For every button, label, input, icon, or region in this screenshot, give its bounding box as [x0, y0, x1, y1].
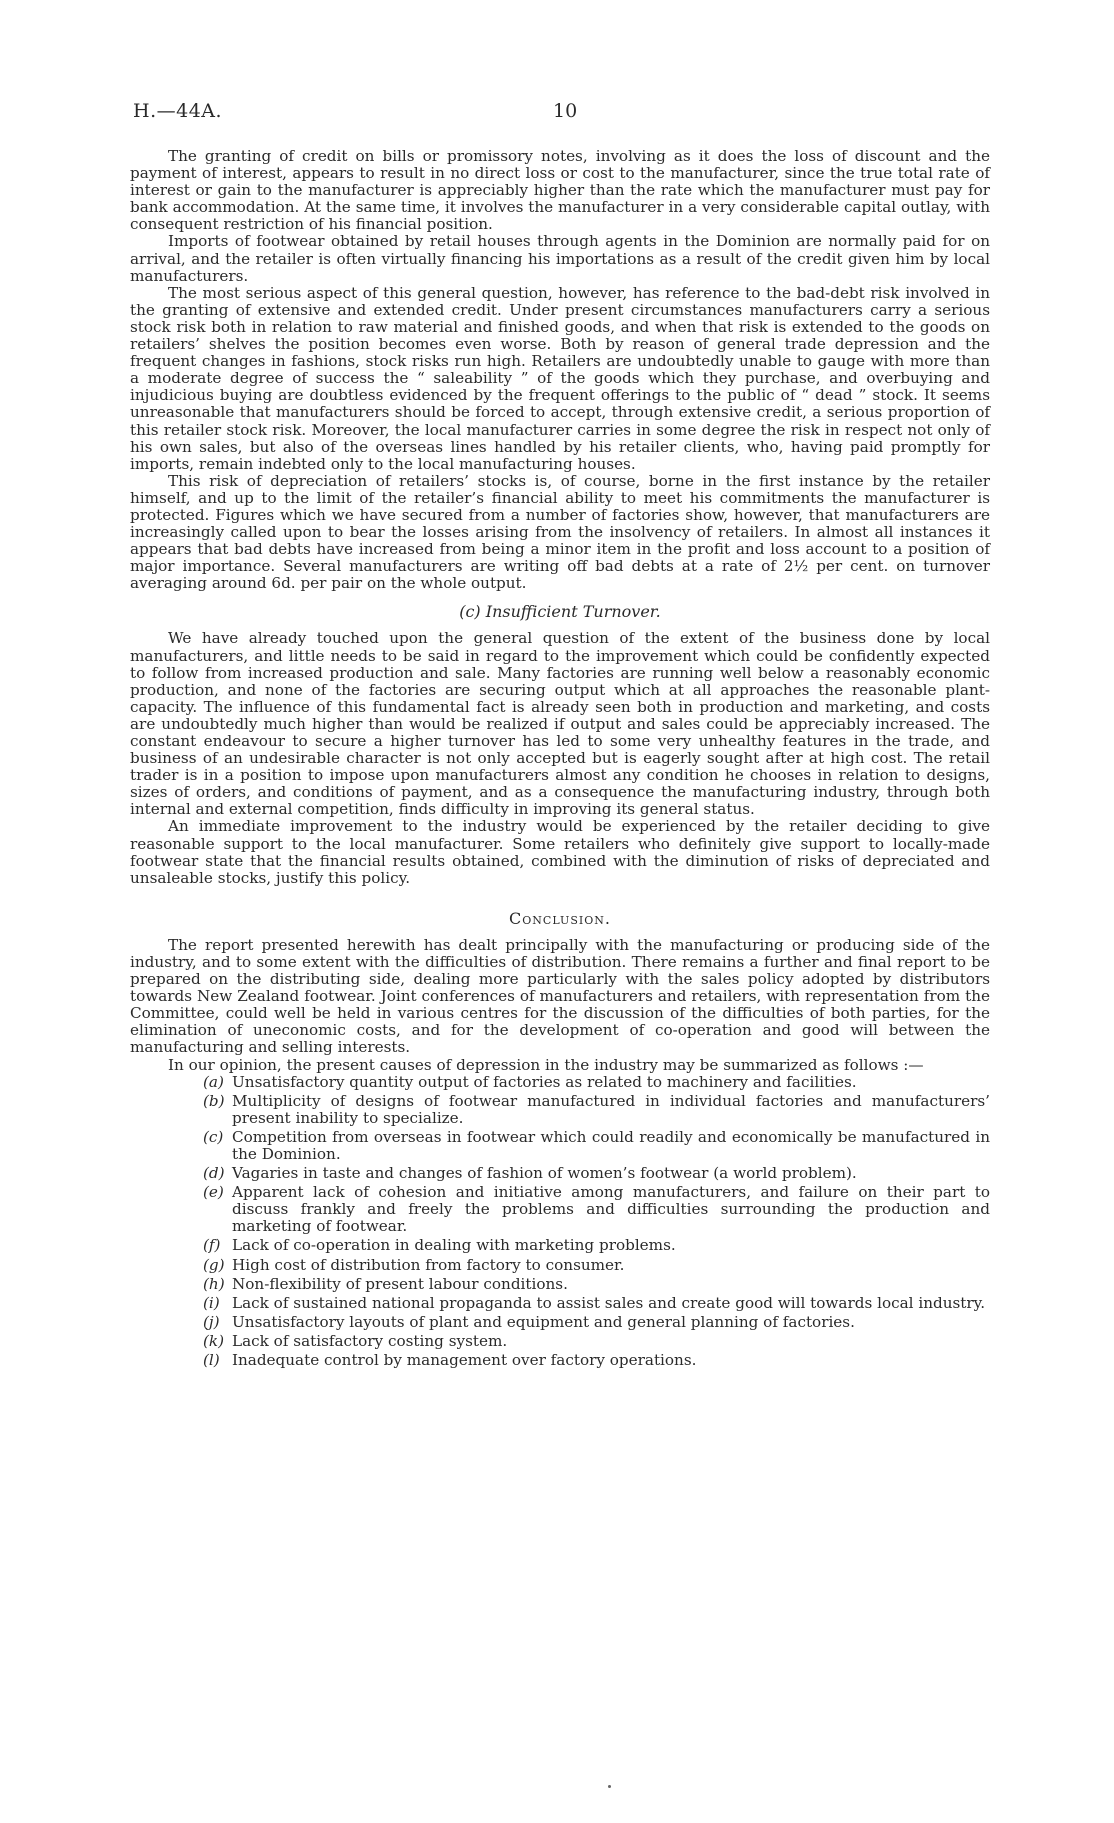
paragraph-bad-debt-risk: The most serious aspect of this general question, however, has reference to the bad-debt risk involved in the granting of extensive and extended credit. Under present circumstances manufacturers carry a serious stock risk both in relation to raw material and finished goods, and when that risk is extended to the goods on retailers’ shelves the position becomes even worse. Both by reason of general trade depression and the frequent changes in fashions, stock risks run high. Retailers are undoubtedly unable to gauge with more than a moderate degree of success the “ saleability ” of the goods which they purchase, and overbuying and injudicious buying are doubtless evidenced by the frequent offerings to the public of “ dead ” stock. It seems unreasonable that manufacturers should be forced to accept, through extensive credit, a serious proportion of this retailer stock risk. Moreover, the local manufacturer carries in some degree the risk in respect not only of his own sales, but also of the overseas lines handled by his retailer clients, who, having paid promptly for imports, remain indebted only to the local manufacturing houses.	[130, 283, 990, 473]
list-item-text: Apparent lack of cohesion and initiative among manufacturers, and failure on their part to discuss frankly and freely the problems and difficulties surrounding the production and marketing of footwear.	[232, 1183, 990, 1236]
list-item-letter: (k)	[203, 1331, 225, 1350]
list-item-text: High cost of distribution from factory to consumer.	[232, 1255, 625, 1274]
list-item	[130, 1352, 990, 1369]
list-item-text: Lack of sustained national propaganda to assist sales and create good will towards local industry.	[232, 1293, 986, 1312]
paragraph-bills-credit: The granting of credit on bills or promissory notes, involving as it does the loss of discount and the payment of interest, appears to result in no direct loss or cost to the manufacturer, since the true total rate of interest or gain to the manufacturer is appreciably higher than the rate which the manufacturer must pay for bank accommodation. At the same time, it involves the manufacturer in a very considerable capital outlay, with consequent restriction of his financial position.	[130, 147, 990, 234]
causes-list	[130, 1074, 990, 1370]
page-body	[130, 148, 990, 1371]
list-item	[130, 1184, 990, 1235]
list-item-letter: (j)	[203, 1312, 220, 1331]
list-item	[130, 1093, 990, 1127]
section-heading-insufficient-turnover: (c) Insufficient Turnover.	[459, 602, 661, 622]
list-item-letter: (c)	[203, 1127, 224, 1146]
paragraph-improvement: An immediate improvement to the industry would be experienced by the retailer deciding to give reasonable support to the local manufacturer. Some retailers who definitely give support to locally-made footwear state that the financial results obtained, combined with the diminution of risks of depreciated and unsaleable stocks, justify this policy.	[130, 817, 990, 887]
list-item-letter: (g)	[203, 1255, 225, 1274]
list-item-text: Inadequate control by management over factory operations.	[232, 1351, 697, 1369]
paragraph-conclusion: The report presented herewith has dealt principally with the manufacturing or producing side of the industry, and to some extent with the difficulties of distribution. There remains a further and final report to be prepared on the distributing side, dealing more particularly with the sales policy adopted by distributors towards New Zealand footwear. Joint conferences of manufacturers and retailers, with representation from the Committee, could well be held in various centres for the discussion of the difficulties of both parties, for the elimination of uneconomic costs, and for the development of co-operation and good will between the manufacturing and selling interests.	[130, 935, 990, 1057]
paragraph-causes-intro: In our opinion, the present causes of depression in the industry may be summarized as follows :—	[168, 1055, 924, 1074]
list-item-letter: (h)	[203, 1274, 225, 1293]
list-item	[130, 1295, 990, 1312]
list-item	[130, 1276, 990, 1293]
list-item-letter: (b)	[203, 1091, 225, 1110]
list-item-letter: (a)	[203, 1072, 224, 1091]
section-heading-conclusion: Conclusion.	[509, 908, 611, 928]
list-item	[130, 1333, 990, 1350]
page-number: 10	[553, 100, 578, 122]
list-item	[130, 1314, 990, 1331]
list-item-text: Non-flexibility of present labour conditions.	[232, 1274, 568, 1293]
list-item-letter: (d)	[203, 1164, 225, 1183]
list-item-text: Unsatisfactory quantity output of factories as related to machinery and facilities.	[232, 1072, 857, 1091]
page-header	[133, 100, 983, 130]
list-item-letter: (e)	[203, 1183, 224, 1202]
list-item-text: Lack of co-operation in dealing with marketing problems.	[232, 1236, 676, 1255]
list-item-letter: (i)	[203, 1293, 220, 1312]
scan-speck	[608, 1785, 611, 1788]
list-item	[130, 1129, 990, 1163]
list-item-text: Competition from overseas in footwear which could readily and economically be manufactured in the Dominion.	[232, 1127, 990, 1163]
list-item-letter: (f)	[203, 1236, 221, 1255]
list-item	[130, 1074, 990, 1091]
list-item	[130, 1257, 990, 1274]
list-item-text: Lack of satisfactory costing system.	[232, 1331, 508, 1350]
paragraph-imports: Imports of footwear obtained by retail houses through agents in the Dominion are normally paid for on arrival, and the retailer is often virtually financing his importations as a result of the credit given him by local manufacturers.	[130, 232, 990, 285]
list-item-letter: (l)	[203, 1351, 220, 1369]
list-item	[130, 1165, 990, 1182]
paragraph-depreciation-risk: This risk of depreciation of retailers’ stocks is, of course, borne in the first instance by the retailer himself, and up to the limit of the retailer’s financial ability to meet his commitments the manufacturer is protected. Figures which we have secured from a number of factories show, however, that manufacturers are increasingly called upon to bear the losses arising from the insolvency of retailers. In almost all instances it appears that bad debts have increased from being a minor item in the profit and loss account to a position of major importance. Several manufacturers are writing off bad debts at a rate of 2½ per cent. on turnover averaging around 6d. per pair on the whole output.	[130, 471, 990, 593]
list-item	[130, 1237, 990, 1254]
list-item-text: Unsatisfactory layouts of plant and equipment and general planning of factories.	[232, 1312, 855, 1331]
document-reference: H.—44A.	[133, 100, 223, 122]
list-item-text: Multiplicity of designs of footwear manufactured in individual factories and manufacturers’ present inability to specialize.	[232, 1091, 990, 1127]
paragraph-turnover: We have already touched upon the general question of the extent of the business done by local manufacturers, and little needs to be said in regard to the improvement which could be confidently expected to follow from increased production and sale. Many factories are running well below a reasonably economic production, and none of the factories are securing output which at all approaches the reasonable plant-capacity. The influence of this fundamental fact is already seen both in production and marketing, and costs are undoubtedly much higher than would be realized if output and sales could be appreciably increased. The constant endeavour to secure a higher turnover has led to some very unhealthy features in the trade, and business of an undesirable character is not only accepted but is eagerly sought after at high cost. The retail trader is in a position to impose upon manufacturers almost any condition he chooses in relation to designs, sizes of orders, and conditions of payment, and as a consequence the manufacturing industry, through both internal and external competition, finds difficulty in improving its general status.	[130, 629, 990, 819]
list-item-text: Vagaries in taste and changes of fashion of women’s footwear (a world problem).	[232, 1164, 857, 1183]
